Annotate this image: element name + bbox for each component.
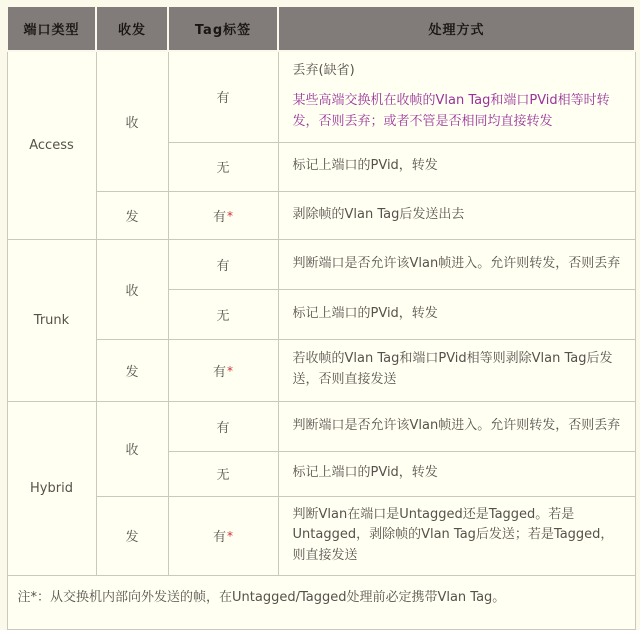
port-type-hybrid: Hybrid <box>7 401 96 575</box>
hybrid-recv-tag-no: 无 <box>168 451 278 496</box>
trunk-recv-label: 收 <box>96 239 168 339</box>
hybrid-send-tag-yes <box>168 496 278 575</box>
red-asterisk: * <box>227 529 233 544</box>
table-row <box>7 496 635 575</box>
footnote-row <box>7 575 635 630</box>
trunk-recv-tag-no: 无 <box>168 289 278 339</box>
trunk-recv-tagged-handling: 判断端口是否允许该Vlan帧进入。允许则转发，否则丢弃 <box>278 239 635 289</box>
hybrid-send-tagged-handling: 判断Vlan在端口是Untagged还是Tagged。若是Untagged，剥除帧的Vlan Tag后发送；若是Tagged，则直接发送 <box>278 496 635 575</box>
table-row <box>7 191 635 239</box>
trunk-send-label: 发 <box>96 339 168 401</box>
hybrid-recv-label: 收 <box>96 401 168 496</box>
red-asterisk: * <box>227 363 233 378</box>
tag-value: 有 <box>212 530 226 546</box>
tag-value: 有 <box>212 209 226 225</box>
header-row <box>7 6 635 51</box>
table-row <box>7 51 635 142</box>
access-recv-label: 收 <box>96 51 168 191</box>
port-type-trunk: Trunk <box>7 239 96 401</box>
access-recv-tag-yes: 有 <box>168 51 278 142</box>
access-send-tag-yes <box>168 191 278 239</box>
access-recv-tagged-handling <box>278 51 635 142</box>
hybrid-recv-tagged-handling: 判断端口是否允许该Vlan帧进入。允许则转发，否则丢弃 <box>278 401 635 451</box>
access-recv-untagged-handling: 标记上端口的PVid，转发 <box>278 142 635 191</box>
trunk-recv-untagged-handling: 标记上端口的PVid，转发 <box>278 289 635 339</box>
hybrid-recv-tag-yes: 有 <box>168 401 278 451</box>
access-send-label: 发 <box>96 191 168 239</box>
access-recv-tag-no: 无 <box>168 142 278 191</box>
col-header-tag: Tag标签 <box>168 6 278 51</box>
table-row <box>7 239 635 289</box>
tag-value: 有 <box>212 364 226 380</box>
trunk-send-tagged-handling: 若收帧的Vlan Tag和端口PVid相等则剥除Vlan Tag后发送，否则直接发送 <box>278 339 635 401</box>
handling-purple-note: 某些高端交换机在收帧的Vlan Tag和端口PVid相等时转发，否则丢弃；或者不管是否相同均直接转发 <box>292 92 610 129</box>
trunk-send-tag-yes <box>168 339 278 401</box>
vlan-port-handling-table <box>6 5 636 630</box>
hybrid-send-label: 发 <box>96 496 168 575</box>
red-asterisk: * <box>227 208 233 223</box>
access-send-tagged-handling: 剥除帧的Vlan Tag后发送出去 <box>278 191 635 239</box>
table-row <box>7 401 635 451</box>
table-row <box>7 339 635 401</box>
trunk-recv-tag-yes: 有 <box>168 239 278 289</box>
port-type-access: Access <box>7 51 96 239</box>
col-header-handling: 处理方式 <box>278 6 635 51</box>
handling-text: 丢弃(缺省) <box>292 63 355 79</box>
footnote-text: 注*：从交换机内部向外发送的帧，在Untagged/Tagged处理前必定携带Vlan Tag。 <box>7 575 635 630</box>
col-header-port-type: 端口类型 <box>7 6 96 51</box>
col-header-direction: 收发 <box>96 6 168 51</box>
hybrid-recv-untagged-handling: 标记上端口的PVid，转发 <box>278 451 635 496</box>
